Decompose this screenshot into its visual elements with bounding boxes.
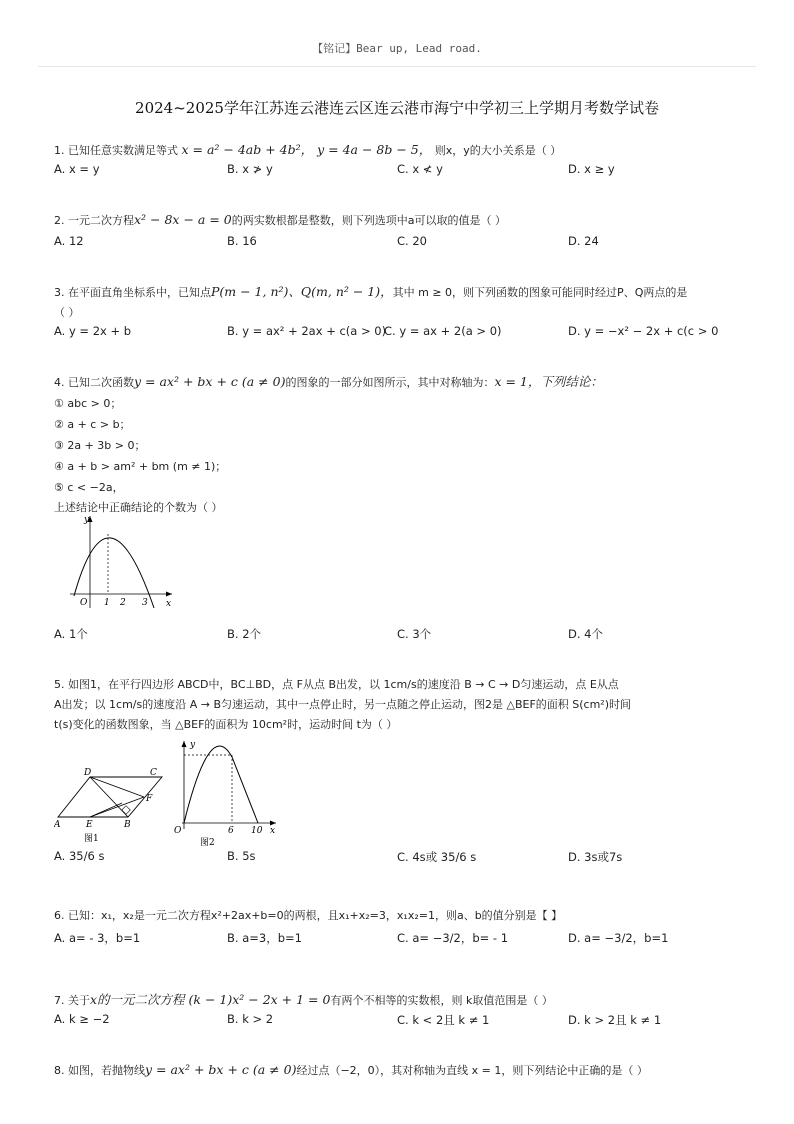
q4-label-y: y xyxy=(84,515,90,525)
q5-fig2-label-10: 10 xyxy=(251,826,263,836)
q5-fig2-x-arrow xyxy=(270,821,276,826)
q4-conclusion-5: ⑤ c < −2a， xyxy=(54,481,124,494)
question-6 xyxy=(54,906,754,945)
q2-stem-a: 2. 一元二次方程 xyxy=(54,214,134,227)
q4-conclusion-4: ④ a + b > am² + bm (m ≠ 1)； xyxy=(54,460,227,473)
q2-stem-math: x² − 8x − a = 0 xyxy=(134,212,232,227)
q5-fig1-label-e: E xyxy=(86,820,93,830)
q5-fig2-label-x: x xyxy=(270,826,276,836)
q5-segment-df xyxy=(90,777,144,797)
q5-figure-1 xyxy=(54,767,166,847)
q5-right-angle-mark xyxy=(122,806,130,814)
q8-stem-math: y = ax² + bx + c (a ≠ 0) xyxy=(145,1062,297,1077)
q3-stem-a: 3. 在平面直角坐标系中，已知点 xyxy=(54,286,211,299)
q5-fig1-label-f: F xyxy=(146,794,153,804)
question-5 xyxy=(54,675,754,864)
q3-stem-c: （ ） xyxy=(54,306,80,319)
q4-label-2: 2 xyxy=(120,598,126,608)
q3-stem-math: P(m − 1, n²)、Q(m, n² − 1)， xyxy=(211,284,393,299)
q5-segment-e xyxy=(90,803,122,817)
question-3 xyxy=(54,282,754,338)
q4-option-a[interactable]: A. 1个 xyxy=(54,627,88,641)
question-7 xyxy=(54,990,754,1027)
q5-fig1-label-b: B xyxy=(124,820,131,830)
q4-label-x: x xyxy=(166,599,172,609)
q2-option-c[interactable]: C. 20 xyxy=(397,234,427,248)
q3-option-a[interactable]: A. y = 2x + b xyxy=(54,324,132,338)
q4-option-b[interactable]: B. 2个 xyxy=(227,627,262,641)
q6-option-d[interactable]: D. a= −3/2，b=1 xyxy=(568,931,669,945)
q5-fig2-label-6: 6 xyxy=(228,826,234,836)
q3-option-d[interactable]: D. y = −x² − 2x + c(c > 0 xyxy=(568,324,719,338)
q5-line-2: A出发；以 1cm/s的速度沿 A → B匀速运动，其中一点停止时，另一点随之停止运动，图2是 △BEF的面积 S(cm²)时间 xyxy=(54,698,632,711)
q4-stem-b: 的图象的一部分如图所示，其中对称轴为： xyxy=(285,376,495,389)
q6-stem: 6. 已知：x₁，x₂是一元二次方程x²+2ax+b=0的两根，且x₁+x₂=3，x₁x₂=1，则a、b的值分别是【 】 xyxy=(54,909,563,922)
q8-stem-a: 8. 如图，若抛物线 xyxy=(54,1064,145,1077)
q4-ask: 上述结论中正确结论的个数为（ ） xyxy=(54,501,223,514)
q5-segment-ef xyxy=(90,797,144,817)
q2-option-b[interactable]: B. 16 xyxy=(227,234,257,248)
q7-stem-math: x的一元二次方程 (k − 1)x² − 2x + 1 = 0 xyxy=(90,992,331,1007)
q5-option-d[interactable]: D. 3s或7s xyxy=(568,850,623,864)
q7-option-d[interactable]: D. k > 2且 k ≠ 1 xyxy=(568,1013,662,1027)
header-motto: 【铭记】Bear up, Lead road. xyxy=(312,42,482,55)
q4-stem-c: x = 1，下列结论： xyxy=(494,374,603,389)
q5-line-1: 5. 如图1，在平行四边形 ABCD中，BC⊥BD，点 F从点 B出发，以 1cm/s的速度沿 B → C → D匀速运动，点 E从点 xyxy=(54,678,619,691)
q1-stem-b: 则x，y的大小关系是（ ） xyxy=(434,144,562,157)
q5-fig2-caption: 图2 xyxy=(200,838,215,847)
q4-label-3: 3 xyxy=(142,598,148,608)
q4-label-o: O xyxy=(80,598,88,608)
question-4 xyxy=(54,372,754,641)
q3-option-b[interactable]: B. y = ax² + 2ax + c(a > 0) xyxy=(227,324,387,338)
q4-label-1: 1 xyxy=(104,598,110,608)
q7-option-b[interactable]: B. k > 2 xyxy=(227,1012,274,1026)
q5-fig2-label-o: O xyxy=(174,826,182,836)
q4-option-c[interactable]: C. 3个 xyxy=(397,627,432,641)
q5-fig2-line xyxy=(232,757,258,823)
q6-option-a[interactable]: A. a= - 3，b=1 xyxy=(54,931,141,945)
q8-stem-b: 经过点（−2，0），其对称轴为直线 x = 1，则下列结论中正确的是（ ） xyxy=(296,1064,648,1077)
question-8 xyxy=(54,1060,754,1081)
q4-stem-math: y = ax² + bx + c (a ≠ 0) xyxy=(134,374,286,389)
q3-stem-b: 其中 m ≥ 0，则下列函数的图象可能同时经过P、Q两点的是 xyxy=(392,286,688,299)
q4-conclusion-3: ③ 2a + 3b > 0； xyxy=(54,439,146,452)
q4-parabola-graph xyxy=(60,512,180,612)
q5-fig1-caption: 图1 xyxy=(84,834,99,844)
q1-option-c[interactable]: C. x ≮ y xyxy=(397,162,443,176)
q5-fig1-label-c: C xyxy=(150,768,157,778)
q7-stem-b: 有两个不相等的实数根，则 k取值范围是（ ） xyxy=(330,994,553,1007)
q1-option-d[interactable]: D. x ≥ y xyxy=(568,162,615,176)
q7-option-a[interactable]: A. k ≥ −2 xyxy=(54,1012,110,1026)
q4-x-arrow xyxy=(166,592,172,597)
q5-fig1-label-d: D xyxy=(84,768,92,778)
q5-fig2-label-y: y xyxy=(190,740,196,750)
q2-option-a[interactable]: A. 12 xyxy=(54,234,84,248)
q4-stem-a: 4. 已知二次函数 xyxy=(54,376,134,389)
header-divider xyxy=(38,66,756,67)
q5-diagonal-bd xyxy=(90,777,128,817)
q4-conclusion-1: ① abc > 0； xyxy=(54,397,122,410)
q5-line-3: t(s)变化的函数图象，当 △BEF的面积为 10cm²时，运动时间 t为（ ） xyxy=(54,718,398,731)
q4-conclusion-2: ② a + c > b； xyxy=(54,418,131,431)
q1-option-a[interactable]: A. x = y xyxy=(54,162,100,176)
q2-option-d[interactable]: D. 24 xyxy=(568,234,599,248)
q5-option-c[interactable]: C. 4s或 35/6 s xyxy=(397,850,477,864)
q7-option-c[interactable]: C. k < 2且 k ≠ 1 xyxy=(397,1013,490,1027)
q1-stem-math: x = a² − 4ab + 4b²， y = 4a − 8b − 5， xyxy=(181,142,432,157)
question-1 xyxy=(54,140,754,176)
q6-option-c[interactable]: C. a= −3/2，b= - 1 xyxy=(397,931,509,945)
q5-option-a[interactable]: A. 35/6 s xyxy=(54,849,105,863)
q5-figure-2 xyxy=(172,737,282,847)
question-2 xyxy=(54,210,754,248)
q3-option-c[interactable]: C. y = ax + 2(a > 0) xyxy=(384,324,502,338)
q5-option-b[interactable]: B. 5s xyxy=(227,849,256,863)
q5-fig2-curve xyxy=(184,746,232,823)
q1-option-b[interactable]: B. x ≯ y xyxy=(227,162,273,176)
q4-option-d[interactable]: D. 4个 xyxy=(568,627,603,641)
page-title: 2024~2025学年江苏连云港连云区连云港市海宁中学初三上学期月考数学试卷 xyxy=(135,99,659,117)
q5-fig2-y-arrow xyxy=(182,741,187,747)
q7-stem-a: 7. 关于 xyxy=(54,994,90,1007)
q1-stem-a: 1. 已知任意实数满足等式 xyxy=(54,144,178,157)
q2-stem-b: 的两实数根都是整数，则下列选项中a可以取的值是（ ） xyxy=(231,214,506,227)
q6-option-b[interactable]: B. a=3，b=1 xyxy=(227,931,302,945)
q5-fig1-label-a: A xyxy=(54,820,61,830)
